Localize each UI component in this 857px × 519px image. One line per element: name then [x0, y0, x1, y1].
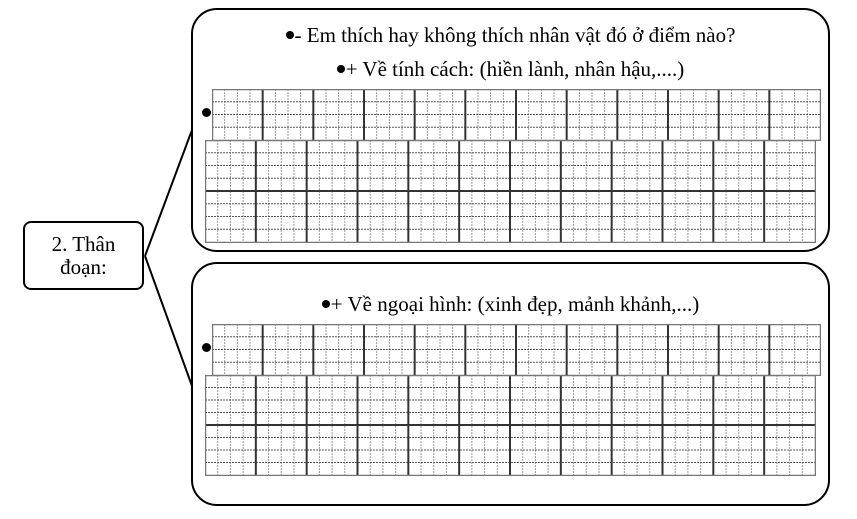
- row-bullet-icon: [202, 343, 211, 352]
- writing-grid-single-row[interactable]: [212, 324, 821, 376]
- writing-grid-single-row[interactable]: [212, 89, 821, 141]
- question-line: - Em thích hay không thích nhân vật đó ở điểm nào?: [193, 23, 828, 47]
- bullet-icon: [322, 300, 330, 308]
- row-bullet-icon: [202, 108, 211, 117]
- writing-grid-double-row[interactable]: [205, 375, 816, 476]
- section-label-line1: 2. Thân: [51, 231, 116, 256]
- personality-prompt: + Về tính cách: (hiền lành, nhân hậu,....): [193, 57, 828, 81]
- writing-grid-double-row[interactable]: [205, 140, 816, 243]
- bullet-icon: [337, 65, 345, 73]
- section-label-line2: đoạn:: [60, 254, 107, 279]
- bullet-icon: [286, 31, 294, 39]
- section-label-box: [23, 221, 144, 290]
- appearance-prompt: + Về ngoại hình: (xinh đẹp, mảnh khảnh,...): [193, 292, 828, 316]
